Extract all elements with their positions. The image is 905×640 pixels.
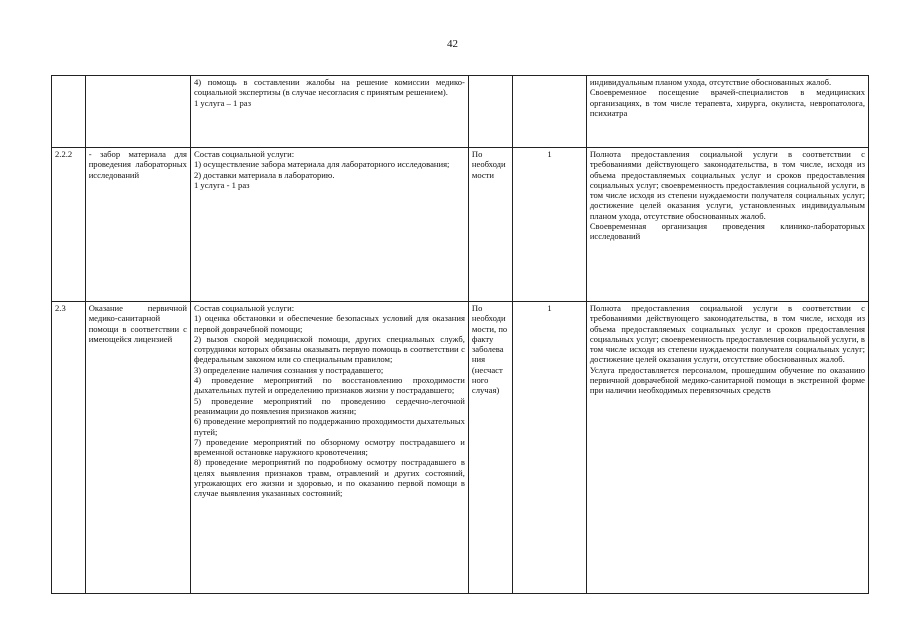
service-name: - забор материала для проведения лабораторных исследований xyxy=(88,149,187,180)
quality-line: Своевременное посещение врачей-специалистов в медицинских организациях, в том числе терапевта, хирурга, окулиста, невропатолога, психиатра xyxy=(589,87,865,118)
service-number-cell xyxy=(52,76,86,148)
quality-cell xyxy=(586,76,868,148)
service-content-cell xyxy=(190,148,468,302)
service-content-line: 7) проведение мероприятий по обзорному осмотру пострадавшего и временной остановке наружного кровотечения; xyxy=(193,436,465,458)
service-name-cell xyxy=(85,148,190,302)
table-row xyxy=(52,302,869,594)
table-row xyxy=(52,76,869,148)
periodicity-cell xyxy=(468,302,512,594)
service-content-line: 4) проведение мероприятий по восстановлению проходимости дыхательных путей и определению признаков жизни у пострадавшего; xyxy=(193,375,465,396)
page-number: 42 xyxy=(447,38,458,50)
service-number: 2.3 xyxy=(55,303,66,313)
unit-cell xyxy=(513,76,587,148)
service-content-line: 8) проведение мероприятий по подробному осмотру пострадавшего в целях выявления признаков травм, отравлений и других состояний, угрожающих его жизни и здоровью, и по оказанию первой помощи в случае выявления указанных состояний; xyxy=(193,457,465,499)
service-content-line: 6) проведение мероприятий по поддержанию проходимости дыхательных путей; xyxy=(193,416,465,437)
quality-line: Полнота предоставления социальной услуги в соответствии с требованиями действующего законодательства, в том числе, исходя из объема предоставляемых социальных услуг и сроков предоставления социальных услуг; своевременность предоставления социальной услуги, в том числе исходя из степени нуждаемости получателя социальных услуг; достижение целей оказания услуги, установленных индивидуальным планом ухода, отсутствие обоснованных жалоб. xyxy=(589,149,865,221)
periodicity-cell xyxy=(468,148,512,302)
service-content-line: 2) доставки материала в лабораторию. xyxy=(193,169,335,180)
service-content-line: 3) определение наличия сознания у пострадавшего; xyxy=(193,364,384,375)
service-content-cell xyxy=(190,302,468,594)
service-content-line: 1) оценка обстановки и обеспечение безопасных условий для оказания первой доврачебной помощи; xyxy=(193,313,465,334)
quality-line: Полнота предоставления социальной услуги в соответствии с требованиями действующего законодательства, в том числе, исходя из объема предоставляемых социальных услуг и сроков предоставления социальных услуг; своевременность предоставления социальной услуги, в том числе исходя из степени нуждаемости получателя социальных услуг; достижение целей оказания услуги, отсутствие обоснованных жалоб. xyxy=(589,303,865,365)
service-name: Оказание первичной медико-санитарной помощи в соответствии с имеющейся лицензией xyxy=(88,303,187,344)
service-number: 2.2.2 xyxy=(55,149,73,159)
quality-cell xyxy=(586,148,868,302)
service-name-cell xyxy=(85,302,190,594)
service-content-line: 1) осуществление забора материала для лабораторного исследования; xyxy=(193,159,450,170)
service-content-line: Состав социальной услуги: xyxy=(193,303,295,313)
periodicity-text: По необходи мости xyxy=(471,149,506,180)
services-table xyxy=(51,75,869,594)
services-table-body xyxy=(52,76,869,594)
service-name-cell xyxy=(85,76,190,148)
service-content-line: 1 услуга - 1 раз xyxy=(193,179,250,190)
unit-value: 1 xyxy=(547,149,552,159)
periodicity-cell xyxy=(468,76,512,148)
service-content-line: 1 услуга – 1 раз xyxy=(193,97,251,108)
periodicity-text: По необходи мости, по факту заболева ния (несчаст ного случая) xyxy=(471,303,508,396)
unit-cell xyxy=(513,302,587,594)
service-content-line: 4) помощь в составлении жалобы на решение комиссии медико-социальной экспертизы (в случае несогласия с принятым решением). xyxy=(193,77,465,98)
quality-line: индивидуальным планом ухода, отсутствие обоснованных жалоб. xyxy=(589,77,832,87)
unit-cell xyxy=(513,148,587,302)
service-content-line: 2) вызов скорой медицинской помощи, других специальных служб, сотрудники которых обязаны оказывать первую помощь в соответствии с федеральным законом или со специальным правилом; xyxy=(193,333,465,365)
service-number-cell xyxy=(52,302,86,594)
service-content-line: 5) проведение мероприятий по проведению сердечно-легочной реанимации до появления признаков жизни; xyxy=(193,395,465,416)
quality-cell xyxy=(586,302,868,594)
service-number-cell xyxy=(52,148,86,302)
service-content-line: Состав социальной услуги: xyxy=(193,149,295,159)
quality-line: Своевременная организация проведения клинико-лабораторных исследований xyxy=(589,221,865,242)
service-content-cell xyxy=(190,76,468,148)
unit-value: 1 xyxy=(547,303,552,313)
quality-line: Услуга предоставляется персоналом, прошедшим обучение по оказанию первичной доврачебной медико-санитарной помощи в экстренной форме при наличии необходимых перевязочных средств xyxy=(589,364,865,396)
table-row xyxy=(52,148,869,302)
